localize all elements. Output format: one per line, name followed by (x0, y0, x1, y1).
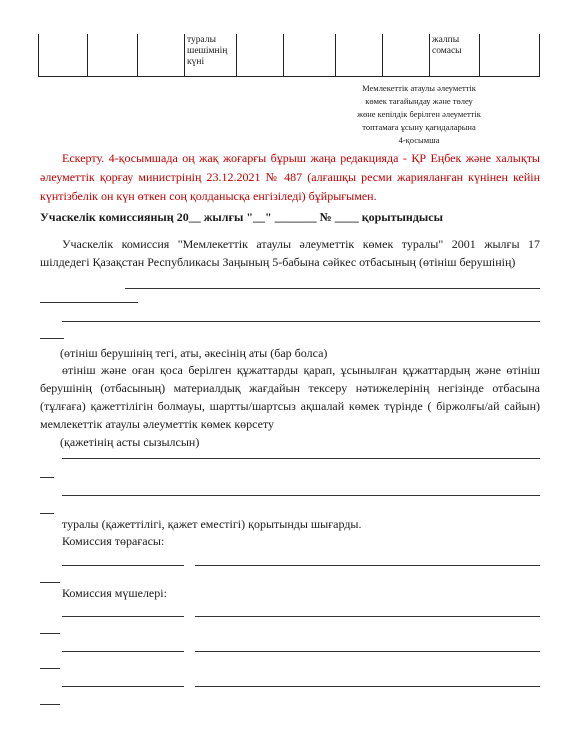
appendix-stamp (333, 82, 505, 147)
stamp-line: 4-қосымша (398, 135, 440, 145)
table-column-divider (382, 34, 383, 76)
document-heading: Учаскелік комиссияның 20__ жылғы "__" _______ № ____ қорытындысы (40, 210, 443, 224)
member-signature-line[interactable] (62, 686, 184, 687)
member-signature-line[interactable] (62, 616, 184, 617)
member-extra-line[interactable] (40, 668, 60, 669)
table-fragment (38, 34, 540, 77)
stamp-line: жөне кепілдік берілген әлеуметтік (357, 109, 481, 119)
decision-line[interactable] (40, 477, 54, 478)
member-name-line[interactable] (195, 616, 540, 617)
stamp-line: Мемлекеттік атаулы әлеуметтік (362, 83, 476, 93)
decision-paragraph: өтініш және оған қоса берілген құжаттарды қарап, ұсынылған құжаттардың және өтініш берушінің (отбасының) материалдық жағдайын тексеру нәтижелерінің негізінде отбасына (тұлғаға) қажеттілігін болмауы, шартты/шартсыз ақшалай көмек түрінде ( біржолғы/ай сайын) мемлекеттік атаулы әлеуметтік көмек көрсету (40, 363, 540, 431)
table-column-divider (479, 34, 480, 76)
chair-label: Комиссия төрағасы: (62, 534, 165, 548)
chair-name-line[interactable] (195, 565, 540, 566)
applicant-line[interactable] (125, 288, 540, 289)
table-column-divider (87, 34, 88, 76)
member-signature-line[interactable] (62, 651, 184, 652)
conclusion-text: туралы (қажеттілігі, қажет еместігі) қорытынды шығарды. (62, 517, 362, 531)
applicant-line[interactable] (40, 338, 64, 339)
member-name-line[interactable] (195, 686, 540, 687)
applicant-caption: (өтініш берушінің тегі, аты, әкесінің аты (бар болса) (60, 346, 328, 360)
table-cell-decision-date: туралы шешімнің күні (187, 35, 228, 67)
table-column-divider (184, 34, 185, 76)
chair-extra-line[interactable] (40, 582, 60, 583)
member-name-line[interactable] (195, 651, 540, 652)
chair-signature-line[interactable] (62, 565, 184, 566)
amendment-note (40, 149, 540, 206)
members-label: Комиссия мүшелері: (62, 586, 167, 600)
table-column-divider (283, 34, 284, 76)
underline-caption: (қажетінің асты сызылсын) (60, 435, 200, 449)
amendment-note-text: Ескерту. 4-қосымшада оң жақ жоғарғы бұрыш жаңа редакцияда - ҚР Еңбек және халықты әлеуметтік қорғау министрінің 23.12.2021 № 487 (алғашқы ресми жарияланған күнінен кейін күнтізбелік он күн өткен соң қолданысқа енгізіледі) бұйрығымен. (40, 151, 540, 203)
table-column-divider (335, 34, 336, 76)
decision-line[interactable] (40, 513, 54, 514)
table-column-divider (236, 34, 237, 76)
applicant-line[interactable] (62, 321, 540, 322)
table-column-divider (137, 34, 138, 76)
member-extra-line[interactable] (40, 704, 60, 705)
applicant-line[interactable] (40, 302, 138, 303)
decision-line[interactable] (62, 495, 540, 496)
stamp-line: көмек тағайындау және төлеу (365, 96, 473, 106)
table-cell-total-amount: жалпы сомасы (432, 35, 462, 56)
table-column-divider (429, 34, 430, 76)
decision-line[interactable] (62, 458, 540, 459)
stamp-line: топтамаға ұсыну қағидаларына (362, 122, 476, 132)
member-extra-line[interactable] (40, 633, 60, 634)
intro-paragraph: Учаскелік комиссия "Мемлекеттік атаулы әлеуметтік көмек туралы" 2001 жылғы 17 шілдедегі Қазақстан Республикасы Заңының 5-бабына сәйкес отбасының (өтініш берушінің) (40, 237, 540, 269)
